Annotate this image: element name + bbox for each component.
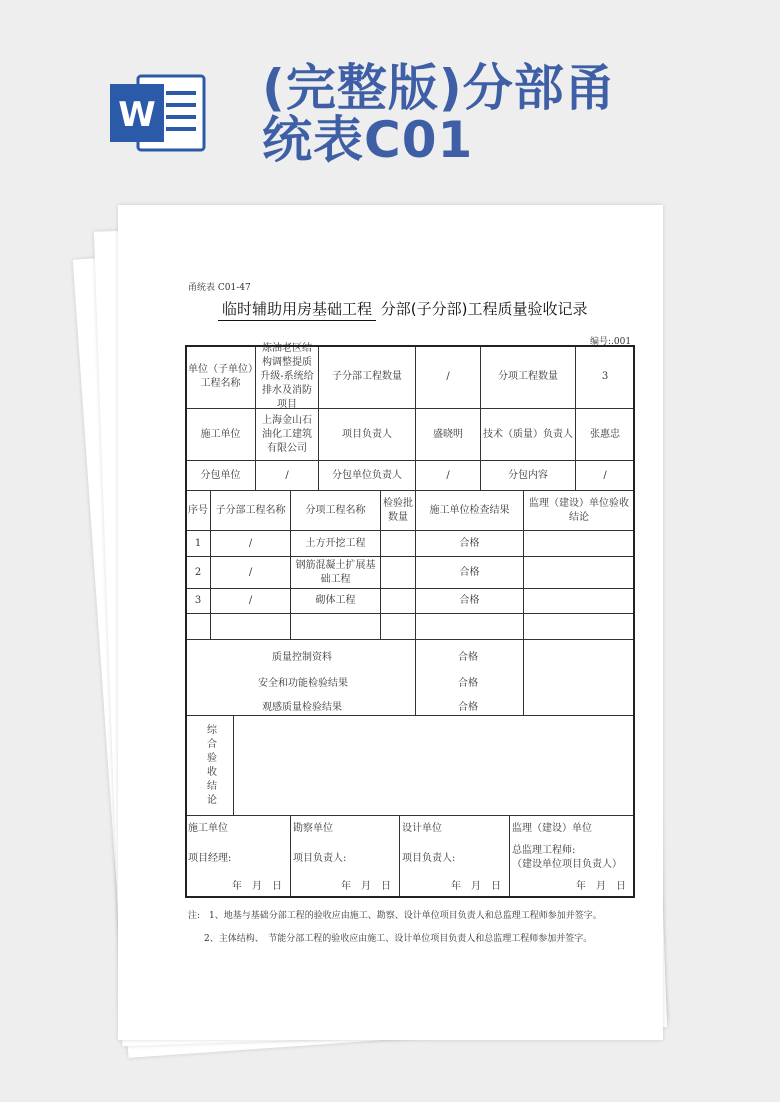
title-line-1: (完整版)分部甬 (262, 59, 616, 117)
detail-cell-no: 2 (185, 556, 211, 589)
detail-cell-sub: / (210, 530, 291, 557)
detail-cell-count (380, 530, 416, 557)
sub-lead-value: / (415, 460, 481, 491)
col-header: 分项工程名称 (290, 490, 381, 531)
summary-label: 安全和功能检验结果 (258, 678, 348, 689)
detail-cell-conclusion (523, 588, 635, 614)
signoff-unit: 勘察单位 (293, 823, 333, 834)
unit-value: 炼油老区结构调整提质升级-系统给排水及消防项目 (255, 345, 319, 409)
sub-count-value: / (415, 345, 481, 409)
detail-cell-item: 砌体工程 (290, 588, 381, 614)
word-letter: W (118, 95, 156, 135)
detail-cell-conclusion (523, 530, 635, 557)
sub-content-value: / (575, 460, 635, 491)
signoff-cell (399, 815, 510, 898)
detail-cell-no (185, 613, 211, 640)
signoff-date: 年 月 日 (451, 881, 501, 892)
detail-cell-conclusion (523, 556, 635, 589)
signoff-person-alt: （建设单位项目负责人） (512, 859, 622, 870)
detail-cell-count (380, 613, 416, 640)
sub-lead-label: 分包单位负责人 (318, 460, 416, 491)
signoff-unit: 设计单位 (402, 823, 442, 834)
signoff-cell (290, 815, 400, 898)
tech-value: 张惠忠 (575, 408, 635, 461)
sub-unit-label: 分包单位 (185, 460, 256, 491)
signoff-date: 年 月 日 (232, 881, 282, 892)
detail-cell-item (290, 613, 381, 640)
detail-cell-item: 土方开挖工程 (290, 530, 381, 557)
signoff-date: 年 月 日 (576, 881, 626, 892)
sub-content-label: 分包内容 (480, 460, 576, 491)
pm-value: 盛晓明 (415, 408, 481, 461)
detail-cell-result: 合格 (415, 530, 524, 557)
summary-conclusion (523, 639, 635, 716)
tech-label: 技术（质量）负责人 (480, 408, 576, 461)
col-header: 序号 (185, 490, 211, 531)
detail-cell-count (380, 588, 416, 614)
item-count-label: 分项工程数量 (480, 345, 576, 409)
signoff-unit: 监理（建设）单位 (512, 823, 592, 834)
detail-cell-count (380, 556, 416, 589)
signoff-cell (509, 815, 635, 898)
record-title: 分部(子分部)工程质量验收记录 (380, 300, 588, 318)
summary-label: 观感质量检验结果 (262, 702, 342, 713)
signoff-person: 项目负责人: (293, 853, 347, 864)
title-line-2: 统表C01 (262, 111, 474, 169)
detail-cell-conclusion (523, 613, 635, 640)
detail-cell-sub (210, 613, 291, 640)
signoff-date: 年 月 日 (341, 881, 391, 892)
conclusion-label: 综合验收结论 (185, 715, 234, 816)
sub-count-label: 子分部工程数量 (318, 345, 416, 409)
note-1: 注: 1、地基与基础分部工程的验收应由施工、勘察、设计单位项目负责人和总监理工程师参加并签字。 (188, 911, 602, 921)
detail-cell-item: 钢筋混凝土扩展基础工程 (290, 556, 381, 589)
doc-title (218, 298, 588, 319)
signoff-unit: 施工单位 (188, 823, 228, 834)
sub-unit-value: / (255, 460, 319, 491)
summary-result: 合格 (458, 702, 478, 713)
detail-cell-no: 3 (185, 588, 211, 614)
unit-label: 单位（子单位）工程名称 (185, 345, 256, 409)
detail-cell-result: 合格 (415, 588, 524, 614)
detail-cell-result: 合格 (415, 556, 524, 589)
signoff-person: 总监理工程师: (512, 845, 576, 856)
col-header: 检验批数量 (380, 490, 416, 531)
summary-result: 合格 (458, 678, 478, 689)
col-header: 施工单位检查结果 (415, 490, 524, 531)
col-header: 子分部工程名称 (210, 490, 291, 531)
signoff-person: 项目经理: (188, 853, 232, 864)
number-field: 编号:.001 (590, 337, 632, 347)
contractor-label: 施工单位 (185, 408, 256, 461)
page-title (262, 59, 616, 169)
item-count-value: 3 (575, 345, 635, 409)
signoff-cell (185, 815, 291, 898)
form-code: 甬统表 C01-47 (188, 283, 251, 293)
signoff-person: 项目负责人: (402, 853, 456, 864)
word-icon (108, 68, 208, 158)
conclusion-area (233, 715, 635, 816)
note-2: 2、主体结构、 节能分部工程的验收应由施工、设计单位项目负责人和总监理工程师参加并签字。 (204, 934, 593, 944)
detail-cell-result (415, 613, 524, 640)
contractor-value: 上海金山石油化工建筑有限公司 (255, 408, 319, 461)
pm-label: 项目负责人 (318, 408, 416, 461)
detail-cell-sub: / (210, 556, 291, 589)
summary-result: 合格 (458, 652, 478, 663)
detail-cell-sub: / (210, 588, 291, 614)
summary-label: 质量控制资料 (272, 652, 332, 663)
col-header: 监理（建设）单位验收结论 (523, 490, 635, 531)
project-name: 临时辅助用房基础工程 (218, 300, 376, 321)
detail-cell-no: 1 (185, 530, 211, 557)
